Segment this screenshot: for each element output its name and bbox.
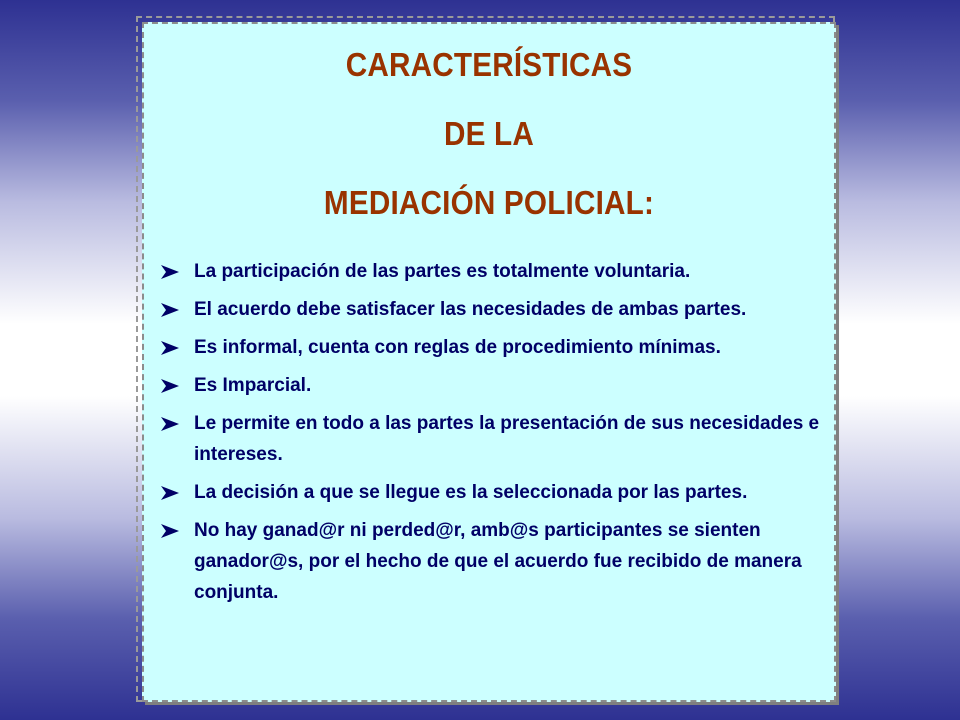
arrowhead-bullet-icon bbox=[160, 416, 180, 432]
list-item bbox=[160, 332, 820, 363]
title-line-2: DE LA bbox=[444, 115, 534, 152]
arrowhead-bullet-icon bbox=[160, 302, 180, 318]
characteristics-list bbox=[160, 256, 820, 615]
slide-title bbox=[177, 30, 802, 237]
arrowhead-bullet-icon bbox=[160, 264, 180, 280]
list-item bbox=[160, 515, 820, 608]
list-item-text: La participación de las partes es totalmente voluntaria. bbox=[194, 261, 691, 282]
list-item-text: Le permite en todo a las partes la presentación de sus necesidades e intereses. bbox=[194, 413, 820, 465]
arrowhead-bullet-icon bbox=[160, 523, 180, 539]
list-item bbox=[160, 477, 820, 508]
title-line-1: CARACTERÍSTICAS bbox=[345, 46, 633, 83]
title-line-3: MEDIACIÓN POLICIAL: bbox=[323, 184, 655, 221]
list-item bbox=[160, 294, 820, 325]
arrowhead-bullet-icon bbox=[160, 340, 180, 356]
list-item-text: La decisión a que se llegue es la seleccionada por las partes. bbox=[194, 482, 748, 503]
arrowhead-bullet-icon bbox=[160, 378, 180, 394]
list-item bbox=[160, 408, 820, 470]
arrowhead-bullet-icon bbox=[160, 485, 180, 501]
list-item-text: El acuerdo debe satisfacer las necesidades de ambas partes. bbox=[194, 299, 747, 320]
list-item-text: Es informal, cuenta con reglas de procedimiento mínimas. bbox=[194, 337, 721, 358]
list-item bbox=[160, 256, 820, 287]
list-item-text: No hay ganad@r ni perded@r, amb@s participantes se sienten ganador@s, por el hecho de que el acuerdo fue recibido de manera conjunta. bbox=[194, 520, 802, 603]
list-item-text: Es Imparcial. bbox=[194, 375, 312, 396]
list-item bbox=[160, 370, 820, 401]
